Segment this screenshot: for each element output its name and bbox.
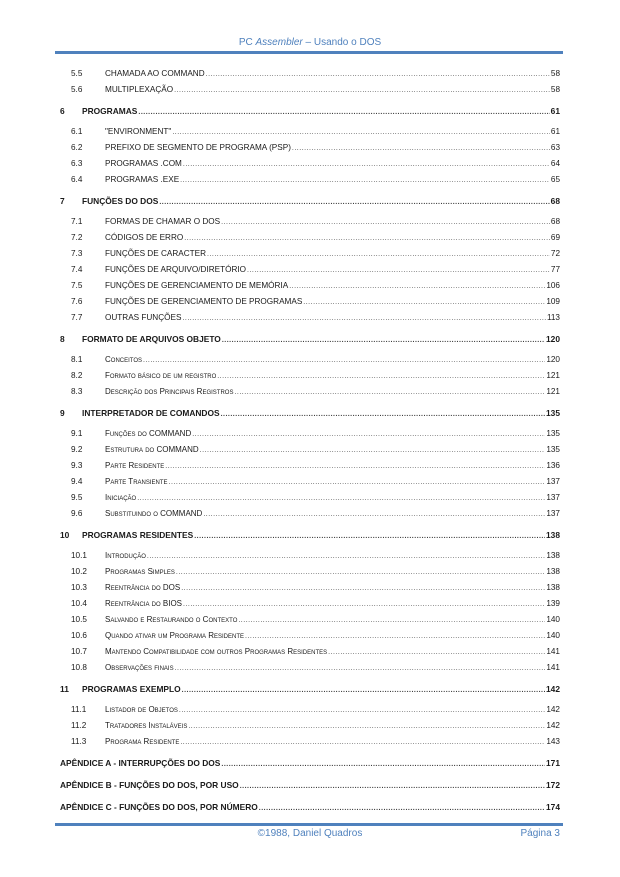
toc-entry-page: 138	[546, 583, 560, 592]
toc-entry-number: 6.1	[71, 127, 83, 136]
toc-entry-title: FUNÇÕES DE CARACTER	[105, 249, 206, 258]
toc-section-entry[interactable]	[60, 262, 560, 278]
dot-leader	[200, 443, 546, 459]
dot-leader	[192, 427, 545, 443]
toc-section-entry[interactable]	[60, 368, 560, 384]
toc-entry-number: 7.4	[71, 265, 83, 274]
dot-leader	[176, 565, 545, 581]
dot-leader	[172, 125, 550, 141]
toc-entry-title: Parte Residente	[105, 461, 165, 470]
dot-leader	[221, 215, 550, 231]
toc-section-entry[interactable]	[60, 718, 560, 734]
toc-entry-title: Reentrância do BIOS	[105, 599, 183, 608]
dot-leader	[207, 247, 550, 263]
dot-leader	[182, 682, 545, 700]
toc-entry-number: 10	[60, 530, 70, 540]
toc-entry-title: APÊNDICE A - INTERRUPÇÕES DO DOS	[60, 758, 221, 768]
toc-entry-page: 135	[546, 445, 560, 454]
running-header	[0, 37, 620, 48]
toc-entry-title: Tratadores Instaláveis	[105, 721, 188, 730]
toc-entry-page: 68	[550, 196, 560, 206]
toc-entry-page: 63	[550, 143, 560, 152]
toc-entry-title: FUNÇÕES DE ARQUIVO/DIRETÓRIO	[105, 265, 247, 274]
toc-section-entry[interactable]	[60, 442, 560, 458]
dot-leader	[180, 173, 550, 189]
toc-entry-title: Quando ativar um Programa Residente	[105, 631, 245, 640]
toc-entry-title: Mantendo Compatibilidade com outros Programas Residentes	[105, 647, 328, 656]
toc-entry-page: 135	[546, 408, 560, 418]
footer-page-number: Página 3	[520, 828, 560, 839]
toc-entry-number: 10.7	[71, 647, 87, 656]
toc-entry-number: 8.3	[71, 387, 83, 396]
toc-entry-page: 72	[550, 249, 560, 258]
dot-leader	[206, 67, 550, 83]
toc-entry-page: 136	[546, 461, 560, 470]
toc-entry-number: 9.3	[71, 461, 83, 470]
toc-entry-title: FORMAS DE CHAMAR O DOS	[105, 217, 221, 226]
dot-leader	[259, 800, 545, 818]
toc-entry-page: 121	[546, 387, 560, 396]
dot-leader	[221, 406, 545, 424]
toc-section-entry[interactable]	[60, 734, 560, 750]
toc-entry-number: 11.3	[71, 737, 87, 746]
dot-leader	[328, 645, 545, 661]
dot-leader	[169, 475, 546, 491]
toc-entry-title: Descrição dos Principais Registros	[105, 387, 234, 396]
toc-entry-number: 9.2	[71, 445, 83, 454]
toc-entry-number: 8.1	[71, 355, 83, 364]
toc-entry-title: "ENVIRONMENT"	[105, 127, 172, 136]
toc-entry-title: Programas Simples	[105, 567, 175, 576]
toc-section-entry[interactable]	[60, 644, 560, 660]
toc-entry-title: Programa Residente	[105, 737, 180, 746]
toc-entry-number: 10.6	[71, 631, 87, 640]
toc-entry-page: 140	[546, 615, 560, 624]
footer-copyright: ©1988, Daniel Quadros	[257, 828, 363, 839]
toc-section-entry[interactable]	[60, 564, 560, 580]
toc-section-entry[interactable]	[60, 156, 560, 172]
toc-section-entry[interactable]	[60, 140, 560, 156]
toc-chapter-entry[interactable]	[60, 330, 560, 348]
toc-entry-page: 61	[550, 106, 560, 116]
dot-leader	[203, 507, 545, 523]
toc-entry-number: 7.3	[71, 249, 83, 258]
toc-chapter-entry[interactable]	[60, 192, 560, 210]
toc-entry-number: 8	[60, 334, 65, 344]
dot-leader	[247, 263, 550, 279]
dot-leader	[292, 141, 550, 157]
toc-entry-title: PROGRAMAS .EXE	[105, 175, 180, 184]
toc-entry-title: Observações finais	[105, 663, 174, 672]
toc-entry-title: Salvando e Restaurando o Contexto	[105, 615, 238, 624]
toc-section-entry[interactable]	[60, 124, 560, 140]
toc-entry-title: Funções do COMMAND	[105, 429, 192, 438]
toc-entry-title: FORMATO DE ARQUIVOS OBJETO	[82, 334, 221, 344]
toc-section-entry[interactable]	[60, 580, 560, 596]
toc-section-entry[interactable]	[60, 294, 560, 310]
toc-section-entry[interactable]	[60, 506, 560, 522]
toc-section-entry[interactable]	[60, 384, 560, 400]
toc-entry-page: 120	[546, 355, 560, 364]
toc-section-entry[interactable]	[60, 246, 560, 262]
toc-entry-number: 7	[60, 196, 65, 206]
toc-entry-page: 143	[546, 737, 560, 746]
toc-entry-page: 106	[546, 281, 560, 290]
toc-entry-page: 171	[546, 758, 560, 768]
dot-leader	[138, 104, 549, 122]
toc-entry-page: 121	[546, 371, 560, 380]
toc-entry-number: 9.1	[71, 429, 83, 438]
toc-entry-title: FUNÇÕES DO DOS	[82, 196, 159, 206]
toc-entry-title: Substituindo o COMMAND	[105, 509, 203, 518]
dot-leader	[183, 157, 550, 173]
toc-entry-page: 58	[550, 69, 560, 78]
toc-entry-number: 6.3	[71, 159, 83, 168]
toc-entry-number: 6	[60, 106, 65, 116]
toc-entry-page: 68	[550, 217, 560, 226]
toc-entry-number: 10.4	[71, 599, 87, 608]
toc-entry-title: PROGRAMAS RESIDENTES	[82, 530, 194, 540]
header-suffix: – Usando o DOS	[302, 37, 382, 48]
toc-section-entry[interactable]	[60, 82, 560, 98]
dot-leader	[182, 311, 546, 327]
toc-entry-page: 141	[546, 647, 560, 656]
toc-entry-title: Formato básico de um registro	[105, 371, 217, 380]
dot-leader	[238, 613, 545, 629]
toc-entry-number: 5.6	[71, 85, 83, 94]
dot-leader	[221, 756, 545, 774]
table-of-contents	[60, 66, 560, 816]
toc-section-entry[interactable]	[60, 596, 560, 612]
toc-entry-title: PROGRAMAS .COM	[105, 159, 182, 168]
toc-entry-title: Estrutura do COMMAND	[105, 445, 199, 454]
toc-entry-page: 113	[546, 313, 560, 322]
toc-entry-page: 61	[550, 127, 560, 136]
toc-entry-page: 137	[546, 509, 560, 518]
toc-chapter-entry[interactable]	[60, 404, 560, 422]
toc-entry-page: 137	[546, 493, 560, 502]
toc-entry-title: PROGRAMAS EXEMPLO	[82, 684, 181, 694]
toc-section-entry[interactable]	[60, 230, 560, 246]
toc-chapter-entry[interactable]	[60, 798, 560, 816]
toc-entry-title: CÓDIGOS DE ERRO	[105, 233, 184, 242]
toc-entry-number: 7.6	[71, 297, 83, 306]
toc-entry-page: 64	[550, 159, 560, 168]
toc-chapter-entry[interactable]	[60, 526, 560, 544]
toc-chapter-entry[interactable]	[60, 102, 560, 120]
toc-entry-page: 120	[546, 334, 560, 344]
dot-leader	[183, 597, 545, 613]
toc-entry-number: 7.7	[71, 313, 83, 322]
toc-entry-page: 135	[546, 429, 560, 438]
dot-leader	[143, 353, 545, 369]
toc-section-entry[interactable]	[60, 214, 560, 230]
dot-leader	[303, 295, 545, 311]
toc-entry-page: 142	[546, 684, 560, 694]
toc-entry-page: 174	[546, 802, 560, 812]
toc-entry-page: 140	[546, 631, 560, 640]
toc-entry-number: 8.2	[71, 371, 83, 380]
dot-leader	[159, 194, 549, 212]
dot-leader	[147, 549, 545, 565]
toc-entry-title: Reentrância do DOS	[105, 583, 181, 592]
toc-entry-title: INTERPRETADOR DE COMANDOS	[82, 408, 220, 418]
toc-entry-title: FUNÇÕES DE GERENCIAMENTO DE PROGRAMAS	[105, 297, 303, 306]
dot-leader	[222, 332, 545, 350]
toc-section-entry[interactable]	[60, 458, 560, 474]
toc-section-entry[interactable]	[60, 660, 560, 676]
toc-section-entry[interactable]	[60, 426, 560, 442]
toc-entry-title: MULTIPLEXAÇÃO	[105, 85, 174, 94]
toc-section-entry[interactable]	[60, 66, 560, 82]
toc-section-entry[interactable]	[60, 172, 560, 188]
toc-entry-number: 9	[60, 408, 65, 418]
toc-entry-title: Introdução	[105, 551, 146, 560]
toc-entry-title: Parte Transiente	[105, 477, 168, 486]
dot-leader	[184, 231, 550, 247]
dot-leader	[137, 491, 545, 507]
toc-entry-page: 138	[546, 567, 560, 576]
dot-leader	[174, 83, 550, 99]
toc-entry-page: 142	[546, 721, 560, 730]
toc-entry-number: 11.1	[71, 705, 87, 714]
toc-entry-number: 10.2	[71, 567, 87, 576]
dot-leader	[180, 735, 545, 751]
toc-section-entry[interactable]	[60, 612, 560, 628]
toc-entry-title: FUNÇÕES DE GERENCIAMENTO DE MEMÓRIA	[105, 281, 289, 290]
toc-entry-title: OUTRAS FUNÇÕES	[105, 313, 182, 322]
dot-leader	[245, 629, 545, 645]
header-italic: Assembler	[255, 37, 303, 48]
toc-entry-title: APÊNDICE B - FUNÇÕES DO DOS, POR USO	[60, 780, 239, 790]
dot-leader	[188, 719, 545, 735]
dot-leader	[289, 279, 545, 295]
toc-entry-title: Conceitos	[105, 355, 143, 364]
dot-leader	[175, 661, 546, 677]
header-rule	[55, 51, 563, 54]
dot-leader	[181, 581, 545, 597]
toc-entry-number: 10.8	[71, 663, 87, 672]
toc-entry-page: 65	[550, 175, 560, 184]
toc-section-entry[interactable]	[60, 548, 560, 564]
dot-leader	[194, 528, 545, 546]
toc-entry-number: 9.6	[71, 509, 83, 518]
toc-section-entry[interactable]	[60, 702, 560, 718]
toc-entry-title: APÊNDICE C - FUNÇÕES DO DOS, POR NÚMERO	[60, 802, 258, 812]
toc-entry-page: 138	[546, 530, 560, 540]
toc-entry-page: 109	[546, 297, 560, 306]
toc-entry-title: PREFIXO DE SEGMENTO DE PROGRAMA (PSP)	[105, 143, 291, 152]
toc-entry-number: 9.5	[71, 493, 83, 502]
toc-entry-number: 5.5	[71, 69, 83, 78]
toc-entry-page: 141	[546, 663, 560, 672]
toc-chapter-entry[interactable]	[60, 680, 560, 698]
toc-entry-page: 137	[546, 477, 560, 486]
toc-entry-number: 10.3	[71, 583, 87, 592]
toc-section-entry[interactable]	[60, 278, 560, 294]
toc-entry-page: 172	[546, 780, 560, 790]
toc-entry-number: 7.2	[71, 233, 83, 242]
toc-chapter-entry[interactable]	[60, 776, 560, 794]
toc-entry-page: 58	[550, 85, 560, 94]
header-prefix: PC	[238, 37, 256, 48]
toc-entry-title: CHAMADA AO COMMAND	[105, 69, 205, 78]
toc-section-entry[interactable]	[60, 352, 560, 368]
dot-leader	[234, 385, 545, 401]
toc-section-entry[interactable]	[60, 490, 560, 506]
toc-entry-number: 7.5	[71, 281, 83, 290]
toc-section-entry[interactable]	[60, 310, 560, 326]
toc-entry-number: 11.2	[71, 721, 87, 730]
dot-leader	[217, 369, 545, 385]
toc-entry-number: 6.4	[71, 175, 83, 184]
dot-leader	[179, 703, 545, 719]
toc-entry-page: 69	[550, 233, 560, 242]
toc-entry-title: Iniciação	[105, 493, 137, 502]
toc-entry-title: PROGRAMAS	[82, 106, 138, 116]
toc-entry-page: 77	[550, 265, 560, 274]
toc-section-entry[interactable]	[60, 628, 560, 644]
toc-entry-page: 142	[546, 705, 560, 714]
footer-rule	[55, 823, 563, 826]
toc-entry-number: 7.1	[71, 217, 83, 226]
toc-entry-number: 9.4	[71, 477, 83, 486]
toc-entry-number: 6.2	[71, 143, 83, 152]
dot-leader	[165, 459, 545, 475]
toc-chapter-entry[interactable]	[60, 754, 560, 772]
dot-leader	[240, 778, 545, 796]
toc-entry-title: Listador de Objetos	[105, 705, 178, 714]
toc-entry-page: 138	[546, 551, 560, 560]
toc-section-entry[interactable]	[60, 474, 560, 490]
toc-entry-number: 11	[60, 684, 69, 694]
toc-entry-number: 10.1	[71, 551, 87, 560]
toc-entry-number: 10.5	[71, 615, 87, 624]
toc-entry-page: 139	[546, 599, 560, 608]
